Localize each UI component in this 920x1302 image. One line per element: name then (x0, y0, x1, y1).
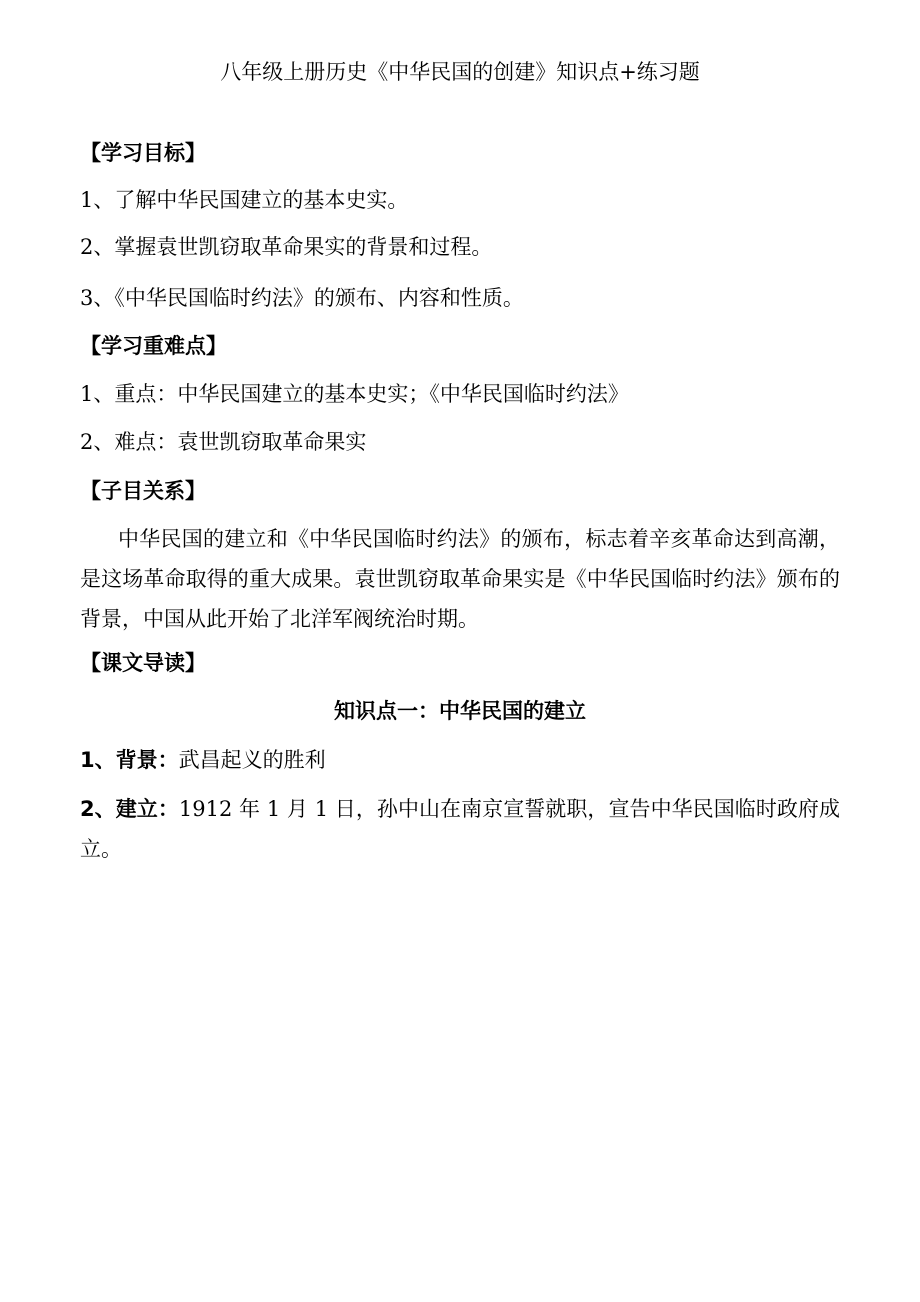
key-points-heading: 【学习重难点】 (80, 334, 227, 358)
guide-item-text: 武昌起义的胜利 (178, 748, 326, 772)
key-point-item-2: 2、难点：袁世凯窃取革命果实 (80, 430, 367, 454)
guide-item-label: 1、背景： (80, 748, 179, 772)
key-point-item-1: 1、重点：中华民国建立的基本史实；《中华民国临时约法》 (80, 382, 629, 406)
objectives-heading: 【学习目标】 (80, 141, 206, 165)
guide-item-background (80, 740, 840, 780)
section-title: 知识点一：中华民国的建立 (334, 699, 586, 723)
objective-item-1: 1、了解中华民国建立的基本史实。 (80, 188, 409, 212)
relationship-heading: 【子目关系】 (80, 479, 206, 503)
guide-item-label: 2、建立： (80, 797, 179, 821)
objective-item-2: 2、掌握袁世凯窃取革命果实的背景和过程。 (80, 235, 493, 259)
guide-item-establishment (80, 789, 840, 869)
objective-item-3: 3、《中华民国临时约法》的颁布、内容和性质。 (80, 286, 524, 310)
relationship-paragraph: 中华民国的建立和《中华民国临时约法》的颁布，标志着辛亥革命达到高潮，是这场革命取得的重大成果。袁世凯窃取革命果实是《中华民国临时约法》颁布的背景，中国从此开始了北洋军阀统治时期。 (80, 527, 840, 631)
document-title: 八年级上册历史《中华民国的创建》知识点+练习题 (220, 60, 700, 84)
guide-item-text: 1912 年 1 月 1 日，孙中山在南京宣誓就职，宣告中华民国临时政府成立。 (80, 797, 840, 861)
guide-heading: 【课文导读】 (80, 651, 206, 675)
